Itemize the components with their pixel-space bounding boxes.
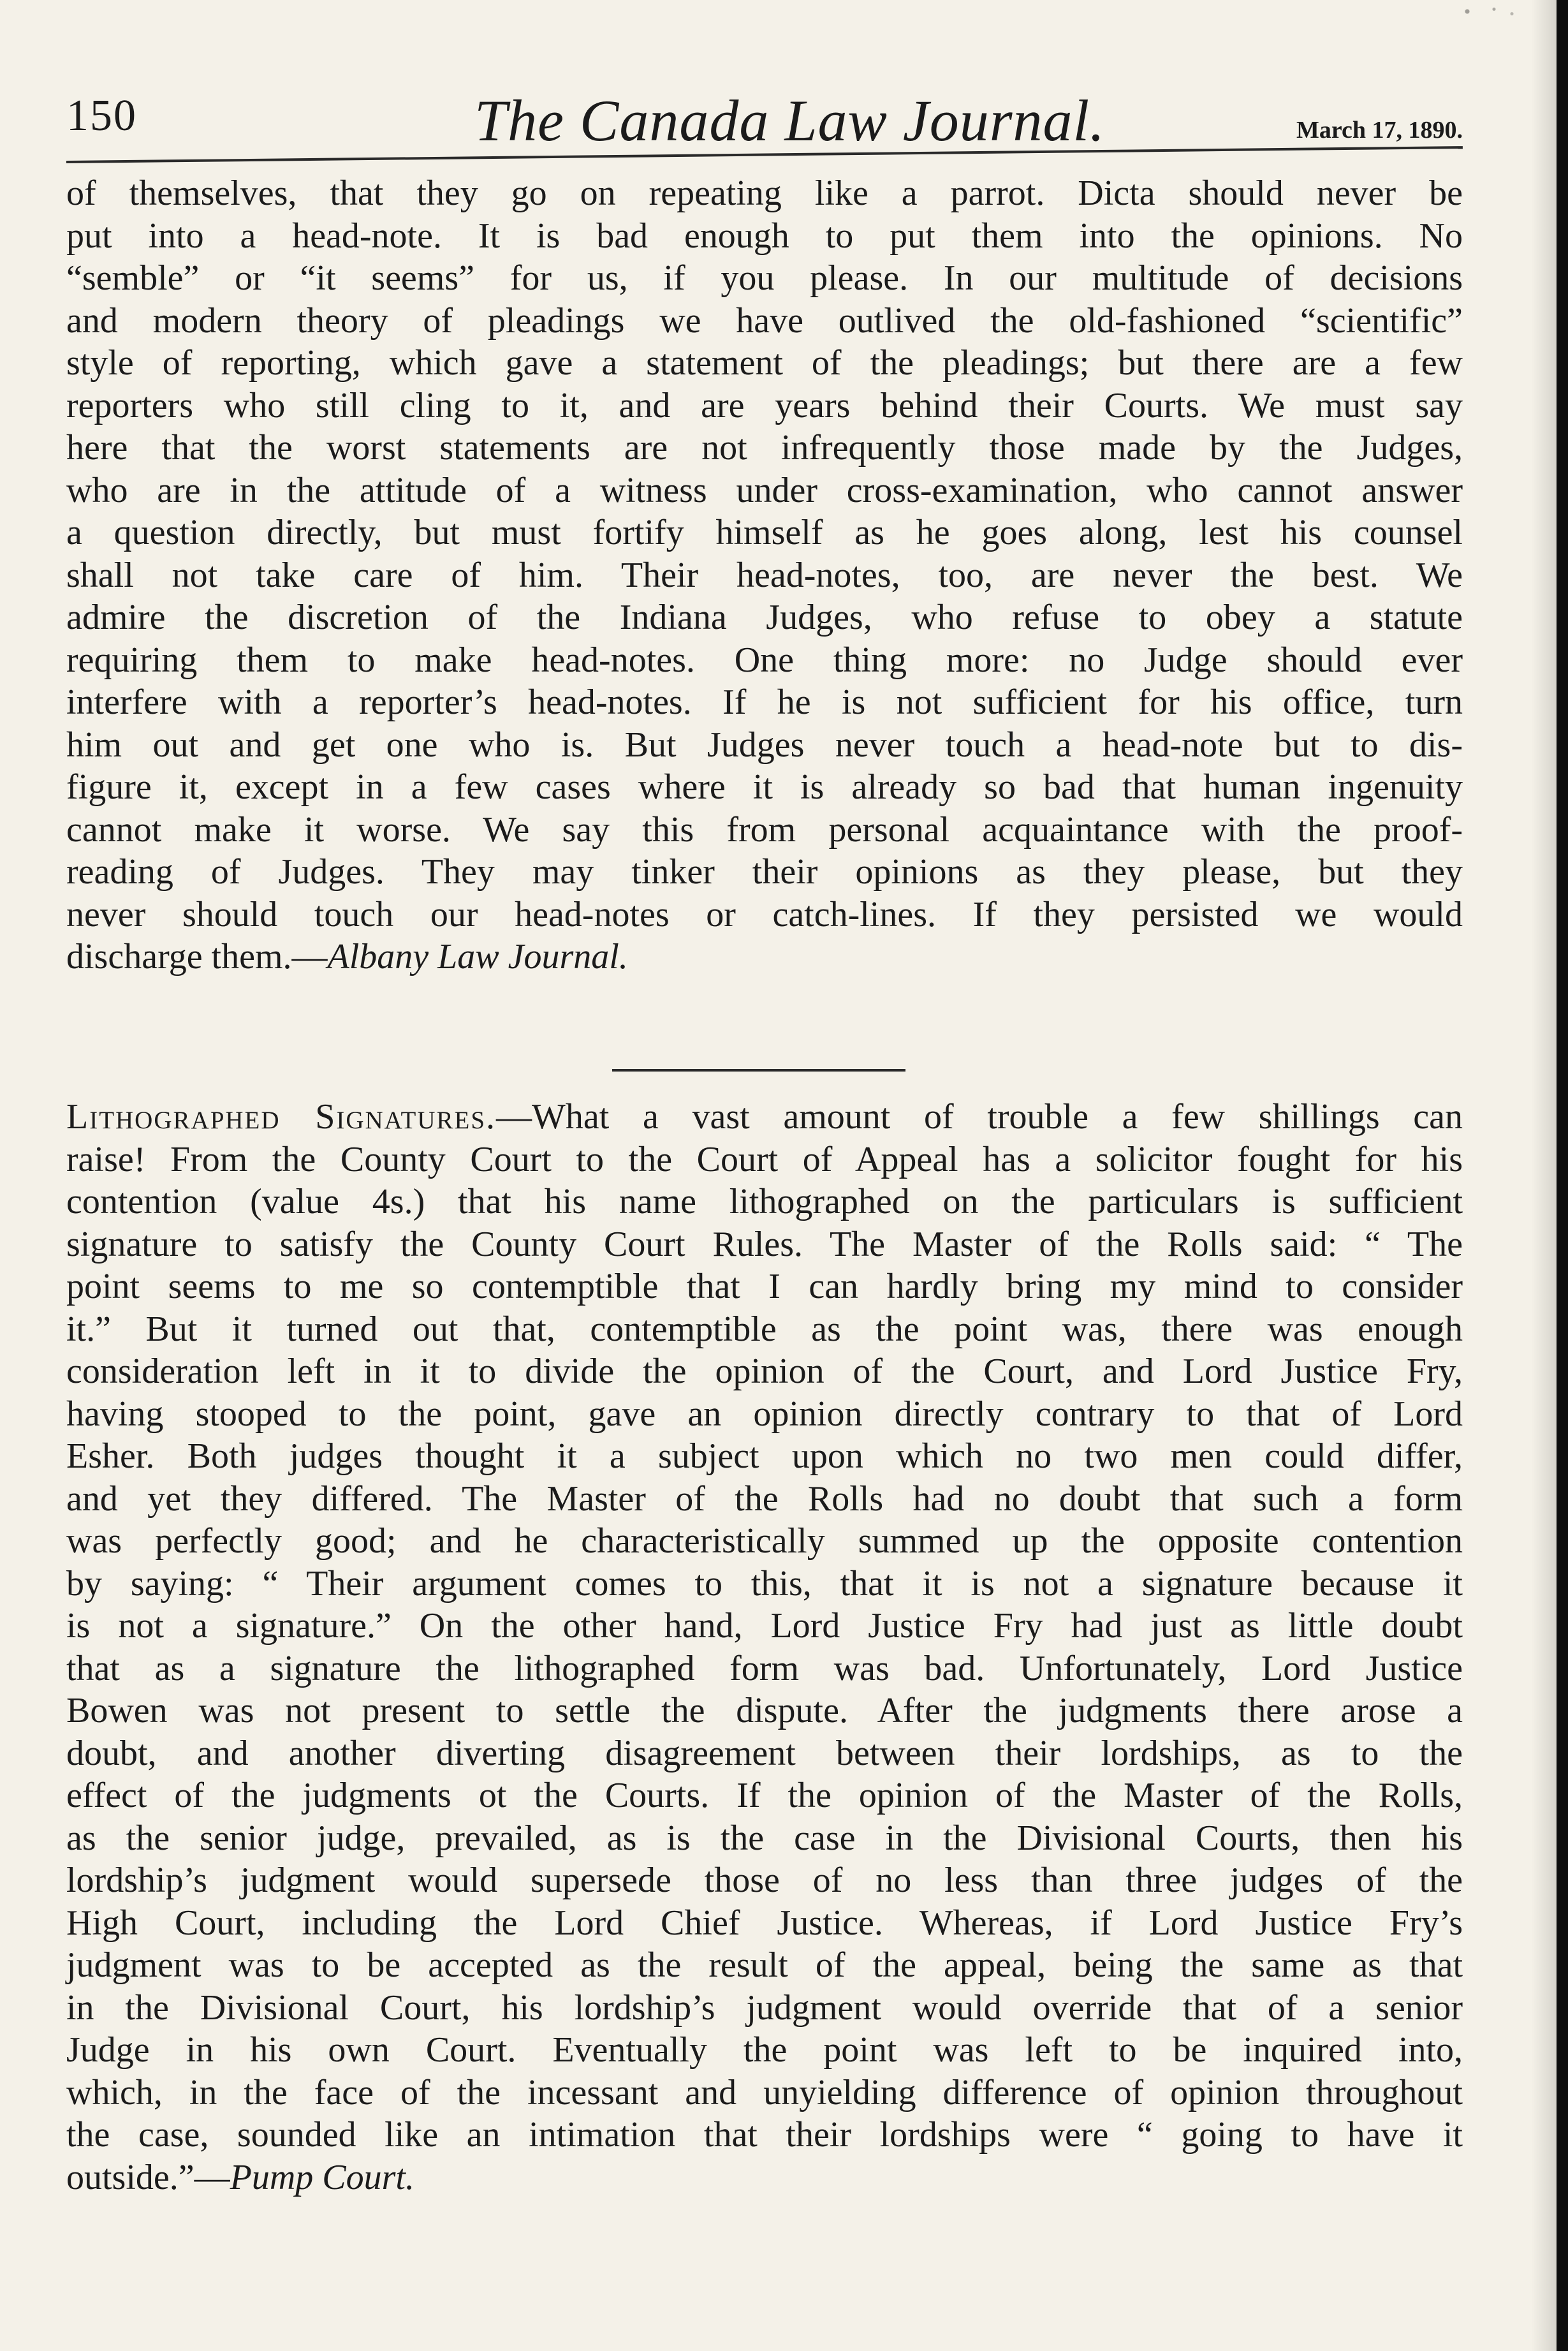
text-line: in the Divisional Court, his lordship’s judgment would override that of a senior	[66, 1987, 1463, 2028]
text-line: that as a signature the lithographed form was bad. Unfortunately, Lord Justice	[66, 1648, 1463, 1688]
text-line: never should touch our head-notes or catch-lines. If they persisted we would	[66, 894, 1463, 934]
text-line-content: —What a vast amount of trouble a few shillings can	[496, 1097, 1463, 1137]
text-line: a question directly, but must fortify himself as he goes along, lest his counsel	[66, 513, 1463, 552]
print-speckle	[1440, 0, 1530, 23]
text-line: it.” But it turned out that, contemptible as the point was, there was enough	[66, 1309, 1463, 1349]
text-line: and modern theory of pleadings we have outlived the old-fashioned “scientific”	[66, 300, 1463, 341]
text-line: Bowen was not present to settle the dispute. After the judgments there arose a	[66, 1691, 1463, 1730]
text-line: point seems to me so contemptible that I can hardly bring my mind to consider	[66, 1267, 1463, 1306]
text-line: figure it, except in a few cases where it is already so bad that human ingenuity	[66, 767, 1463, 807]
text-line: having stooped to the point, gave an opinion directly contrary to that of Lord	[66, 1394, 1463, 1434]
page-binding-edge	[1557, 0, 1568, 2351]
article-heading: Lithographed Signatures.	[66, 1097, 497, 1137]
text-line	[66, 1096, 1463, 1139]
article-head-notes	[66, 172, 1463, 978]
text-line: admire the discretion of the Indiana Judges, who refuse to obey a statute	[66, 598, 1463, 637]
journal-title: The Canada Law Journal.	[474, 88, 1106, 153]
article-lithographed-signatures-body	[66, 1096, 1463, 2156]
text-line: lordship’s judgment would supersede those of no less than three judges of the	[66, 1861, 1463, 1900]
text-line: and yet they differed. The Master of the Rolls had no doubt that such a form	[66, 1478, 1463, 1519]
text-line: who are in the attitude of a witness under cross-examination, who cannot answer	[66, 470, 1463, 510]
text-line: style of reporting, which gave a statement of the pleadings; but there are a few	[66, 343, 1463, 383]
section-divider	[612, 1069, 905, 1072]
text-line: of themselves, that they go on repeating like a parrot. Dicta should never be	[66, 173, 1463, 213]
text-line: is not a signature.” On the other hand, Lord Justice Fry had just as little doubt	[66, 1606, 1463, 1646]
text-line: was perfectly good; and he characteristically summed up the opposite contention	[66, 1521, 1463, 1561]
text-line: requiring them to make head-notes. One thing more: no Judge should ever	[66, 640, 1463, 680]
text-line: as the senior judge, prevailed, as is the case in the Divisional Courts, then his	[66, 1818, 1463, 1858]
article-lithographed-signatures	[66, 1096, 1463, 2199]
text-line: reading of Judges. They may tinker their opinions as they please, but they	[66, 852, 1463, 892]
closing-text: outside.”—	[66, 2157, 230, 2197]
text-line: High Court, including the Lord Chief Justice. Whereas, if Lord Justice Fry’s	[66, 1903, 1463, 1943]
closing-text: discharge them.—	[66, 937, 328, 977]
text-line: judgment was to be accepted as the result of the appeal, being the same as that	[66, 1945, 1463, 1985]
article-head-notes-body	[66, 172, 1463, 936]
text-line: signature to satisfy the County Court Rules. The Master of the Rolls said: “ The	[66, 1224, 1463, 1264]
text-line: “semble” or “it seems” for us, if you please. In our multitude of decisions	[66, 258, 1463, 298]
text-line: put into a head-note. It is bad enough to put them into the opinions. No	[66, 216, 1463, 256]
text-line: shall not take care of him. Their head-notes, too, are never the best. We	[66, 555, 1463, 595]
text-line: Esher. Both judges thought it a subject upon which no two men could differ,	[66, 1436, 1463, 1476]
article-lithographed-signatures-closing-line	[66, 2156, 1463, 2199]
text-line: Judge in his own Court. Eventually the point was left to be inquired into,	[66, 2030, 1463, 2070]
text-line: reporters who still cling to it, and are years behind their Courts. We must say	[66, 385, 1463, 425]
text-line: which, in the face of the incessant and unyielding difference of opinion throughout	[66, 2072, 1463, 2112]
running-header	[66, 82, 1463, 158]
binding-shadow	[1531, 0, 1557, 2351]
source-citation: Albany Law Journal.	[327, 937, 628, 977]
text-line: by saying: “ Their argument comes to this, that it is not a signature because it	[66, 1563, 1463, 1603]
page-number: 150	[66, 91, 137, 140]
text-line: cannot make it worse. We say this from personal acquaintance with the proof-	[66, 809, 1463, 850]
text-line: the case, sounded like an intimation that their lordships were “ going to have it	[66, 2115, 1463, 2155]
text-line: raise! From the County Court to the Court of Appeal has a solicitor fought for his	[66, 1139, 1463, 1179]
text-line: here that the worst statements are not infrequently those made by the Judges,	[66, 428, 1463, 468]
text-line: doubt, and another diverting disagreement between their lordships, as to the	[66, 1733, 1463, 1773]
text-line: contention (value 4s.) that his name lithographed on the particulars is sufficient	[66, 1182, 1463, 1221]
text-line: interfere with a reporter’s head-notes. If he is not sufficient for his office, turn	[66, 682, 1463, 722]
text-line: him out and get one who is. But Judges never touch a head-note but to dis-	[66, 725, 1463, 765]
text-line: effect of the judgments ot the Courts. If the opinion of the Master of the Rolls,	[66, 1776, 1463, 1815]
source-citation: Pump Court.	[230, 2157, 414, 2197]
issue-date: March 17, 1890.	[1296, 117, 1463, 144]
text-line: consideration left in it to divide the opinion of the Court, and Lord Justice Fry,	[66, 1352, 1463, 1391]
article-head-notes-closing-line	[66, 936, 1463, 978]
